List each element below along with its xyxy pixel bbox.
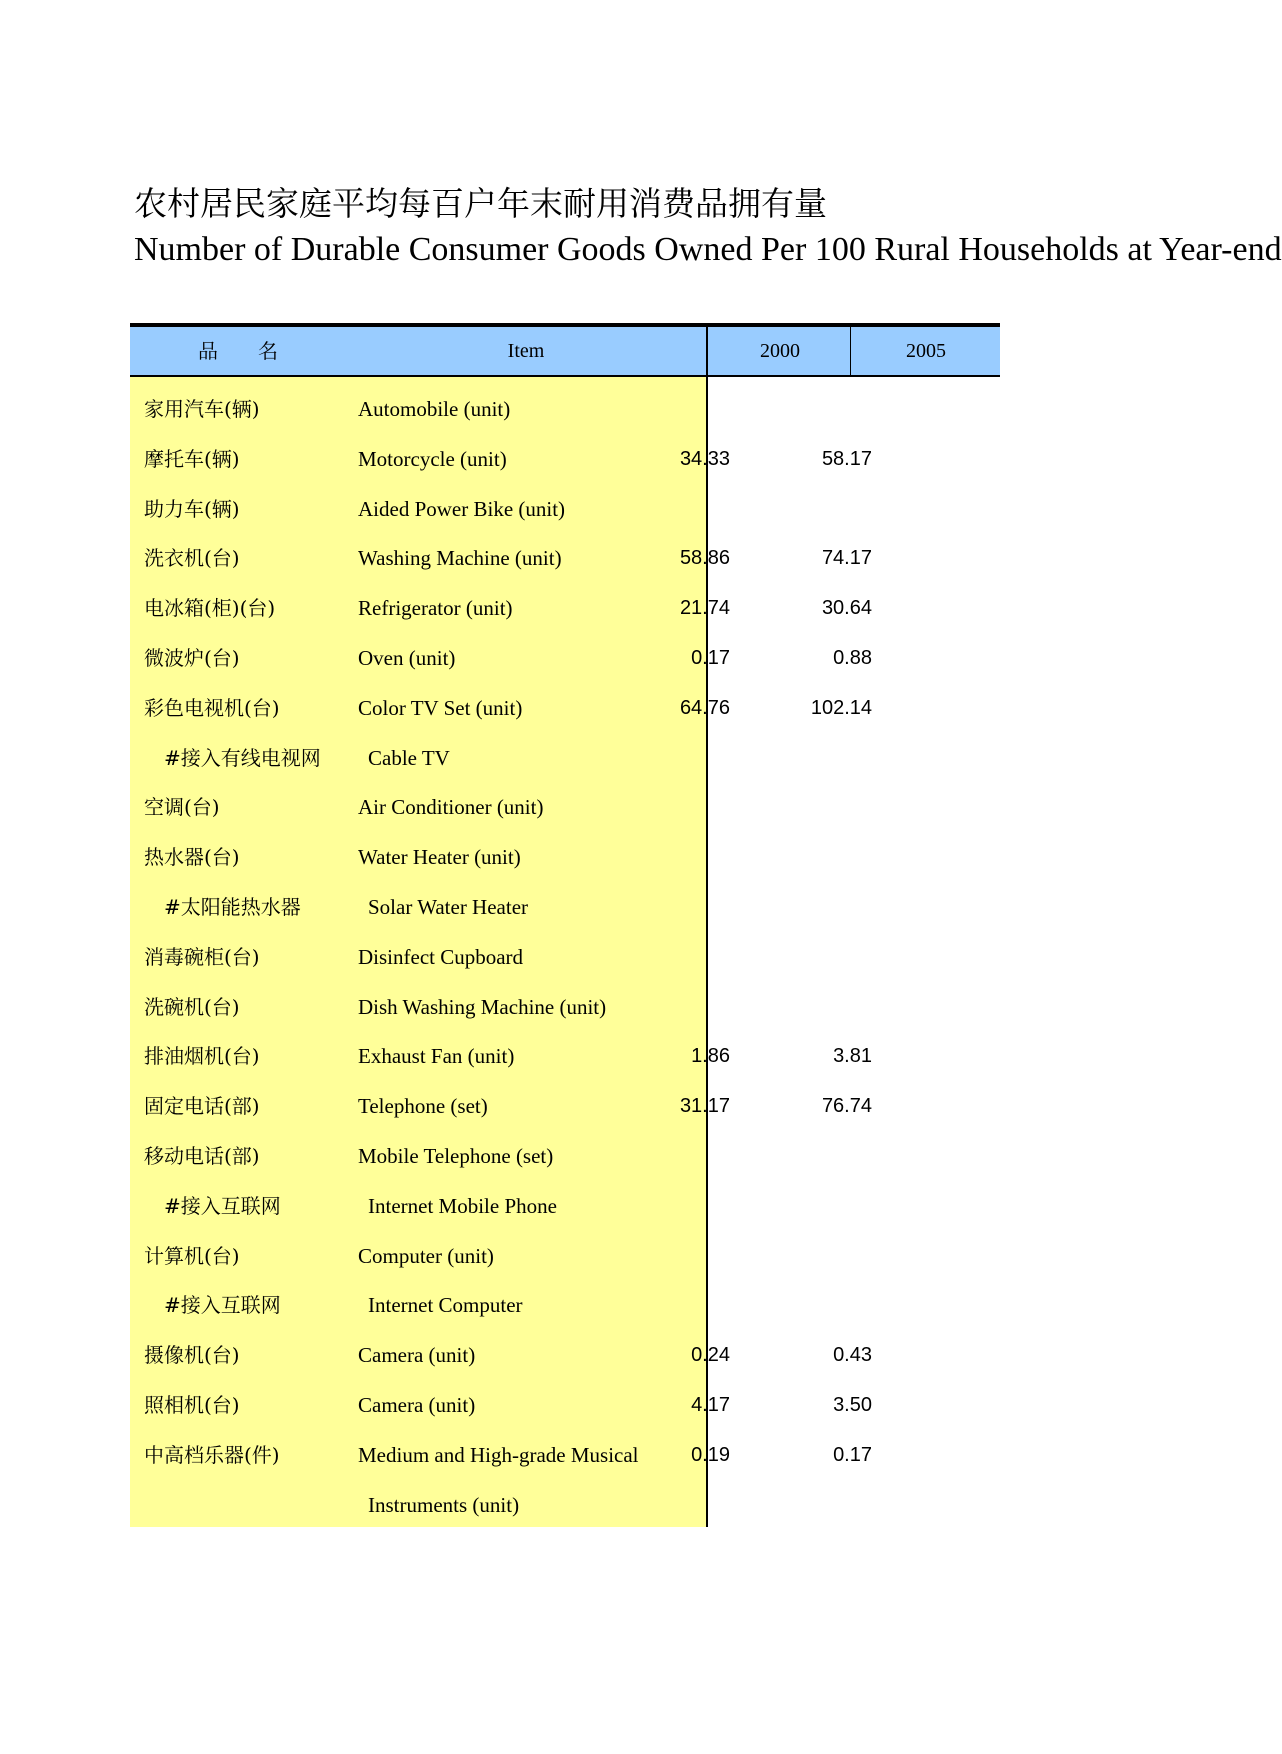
value-2005: 0.17 xyxy=(833,1443,872,1466)
item-name-cn: #太阳能热水器 xyxy=(164,894,301,919)
value-2000: 1.86 xyxy=(691,1045,730,1068)
table-row xyxy=(130,1181,1000,1231)
page-title-english: Number of Durable Consumer Goods Owned Per 100 Rural Households at Year-end xyxy=(134,231,1282,268)
item-name-en: Telephone (set) xyxy=(358,1094,488,1119)
item-name-en: Mobile Telephone (set) xyxy=(358,1143,554,1168)
item-name-cn: 摩托车(辆) xyxy=(144,446,240,471)
item-name-en: Medium and High-grade Musical xyxy=(358,1442,639,1467)
item-name-cn: 电冰箱(柜)(台) xyxy=(144,596,276,621)
item-name-cn: 洗衣机(台) xyxy=(144,546,240,571)
value-2000: 21.74 xyxy=(679,597,730,620)
value-2000: 58.86 xyxy=(679,547,730,570)
item-name-en: Automobile (unit) xyxy=(358,397,511,421)
table-row xyxy=(130,1330,1000,1380)
item-name-cn: 微波炉(台) xyxy=(144,645,240,670)
value-2000: 34.33 xyxy=(679,447,730,470)
value-2000: 31.17 xyxy=(679,1095,730,1118)
item-name-cn: 摄像机(台) xyxy=(144,1343,240,1368)
table-row xyxy=(130,434,1000,484)
table-row xyxy=(130,583,1000,633)
value-2005: 3.81 xyxy=(833,1045,872,1068)
table-row xyxy=(130,733,1000,783)
value-2000: 4.17 xyxy=(691,1393,730,1416)
page-title-chinese: 农村居民家庭平均每百户年末耐用消费品拥有量 xyxy=(134,184,827,223)
item-name-cn: 排油烟机(台) xyxy=(144,1044,260,1069)
header-year-2000: 2000 xyxy=(706,327,852,375)
table-row xyxy=(130,1430,1000,1480)
item-name-cn: 空调(台) xyxy=(144,795,220,820)
item-name-cn: 洗碗机(台) xyxy=(144,994,240,1019)
item-name-en: Motorcycle (unit) xyxy=(358,446,507,471)
table-row xyxy=(130,882,1000,932)
item-name-cn: 家用汽车(辆) xyxy=(144,397,260,421)
value-2005: 102.14 xyxy=(810,696,872,719)
item-name-en: Camera (unit) xyxy=(358,1392,476,1417)
table-row xyxy=(130,1380,1000,1430)
table-body xyxy=(130,384,1000,1529)
table-row xyxy=(130,1231,1000,1281)
value-2005: 3.50 xyxy=(833,1393,872,1416)
item-name-cn: 彩色电视机(台) xyxy=(144,695,280,720)
item-name-en: Internet Computer xyxy=(368,1293,523,1318)
item-name-en: Water Heater (unit) xyxy=(358,845,521,870)
item-name-en: Oven (unit) xyxy=(358,645,456,670)
value-2000: 0.19 xyxy=(691,1443,730,1466)
header-name-cn: 品 名 xyxy=(198,339,278,363)
table-row xyxy=(130,484,1000,534)
table-row xyxy=(130,683,1000,733)
value-2005: 76.74 xyxy=(821,1095,872,1118)
item-name-en: Aided Power Bike (unit) xyxy=(358,496,566,521)
item-name-en: Solar Water Heater xyxy=(368,894,529,919)
table-row xyxy=(130,1480,1000,1530)
value-2005: 0.88 xyxy=(833,646,872,669)
value-2000: 64.76 xyxy=(679,696,730,719)
value-2000: 0.24 xyxy=(691,1344,730,1367)
table-row xyxy=(130,982,1000,1032)
table-row xyxy=(130,1131,1000,1181)
table-row xyxy=(130,1031,1000,1081)
header-item: Item xyxy=(507,340,545,362)
value-2005: 30.64 xyxy=(821,597,872,620)
table-row xyxy=(130,384,1000,434)
item-name-en: Cable TV xyxy=(368,745,450,770)
item-name-en: Exhaust Fan (unit) xyxy=(358,1044,515,1069)
item-name-cn: #接入互联网 xyxy=(164,1293,281,1318)
table-row xyxy=(130,633,1000,683)
item-name-en: Instruments (unit) xyxy=(368,1492,520,1517)
value-2005: 58.17 xyxy=(821,447,872,470)
value-2005: 0.43 xyxy=(833,1344,872,1367)
table-row xyxy=(130,832,1000,882)
item-name-cn: #接入互联网 xyxy=(164,1193,281,1218)
item-name-cn: 消毒碗柜(台) xyxy=(144,944,260,969)
value-2005: 74.17 xyxy=(821,547,872,570)
table-row xyxy=(130,533,1000,583)
table-row xyxy=(130,1280,1000,1330)
item-name-en: Refrigerator (unit) xyxy=(358,596,513,621)
item-name-en: Washing Machine (unit) xyxy=(358,546,562,571)
table-row xyxy=(130,782,1000,832)
item-name-en: Color TV Set (unit) xyxy=(358,695,523,720)
item-name-cn: 照相机(台) xyxy=(144,1392,240,1417)
item-name-cn: 热水器(台) xyxy=(144,845,240,870)
item-name-en: Disinfect Cupboard xyxy=(358,944,524,969)
item-name-cn: 固定电话(部) xyxy=(144,1094,260,1119)
table-header xyxy=(130,327,1000,377)
value-2000: 0.17 xyxy=(691,646,730,669)
item-name-en: Computer (unit) xyxy=(358,1243,494,1268)
item-name-en: Camera (unit) xyxy=(358,1343,476,1368)
item-name-cn: #接入有线电视网 xyxy=(164,745,321,770)
item-name-cn: 中高档乐器(件) xyxy=(144,1442,280,1467)
table-row xyxy=(130,932,1000,982)
item-name-cn: 计算机(台) xyxy=(144,1243,240,1268)
item-name-cn: 移动电话(部) xyxy=(144,1143,260,1168)
table-row xyxy=(130,1081,1000,1131)
item-name-en: Internet Mobile Phone xyxy=(368,1193,557,1218)
item-name-en: Dish Washing Machine (unit) xyxy=(358,994,607,1019)
item-name-cn: 助力车(辆) xyxy=(144,496,240,521)
item-name-en: Air Conditioner (unit) xyxy=(358,795,544,820)
header-year-2005: 2005 xyxy=(850,327,1001,375)
